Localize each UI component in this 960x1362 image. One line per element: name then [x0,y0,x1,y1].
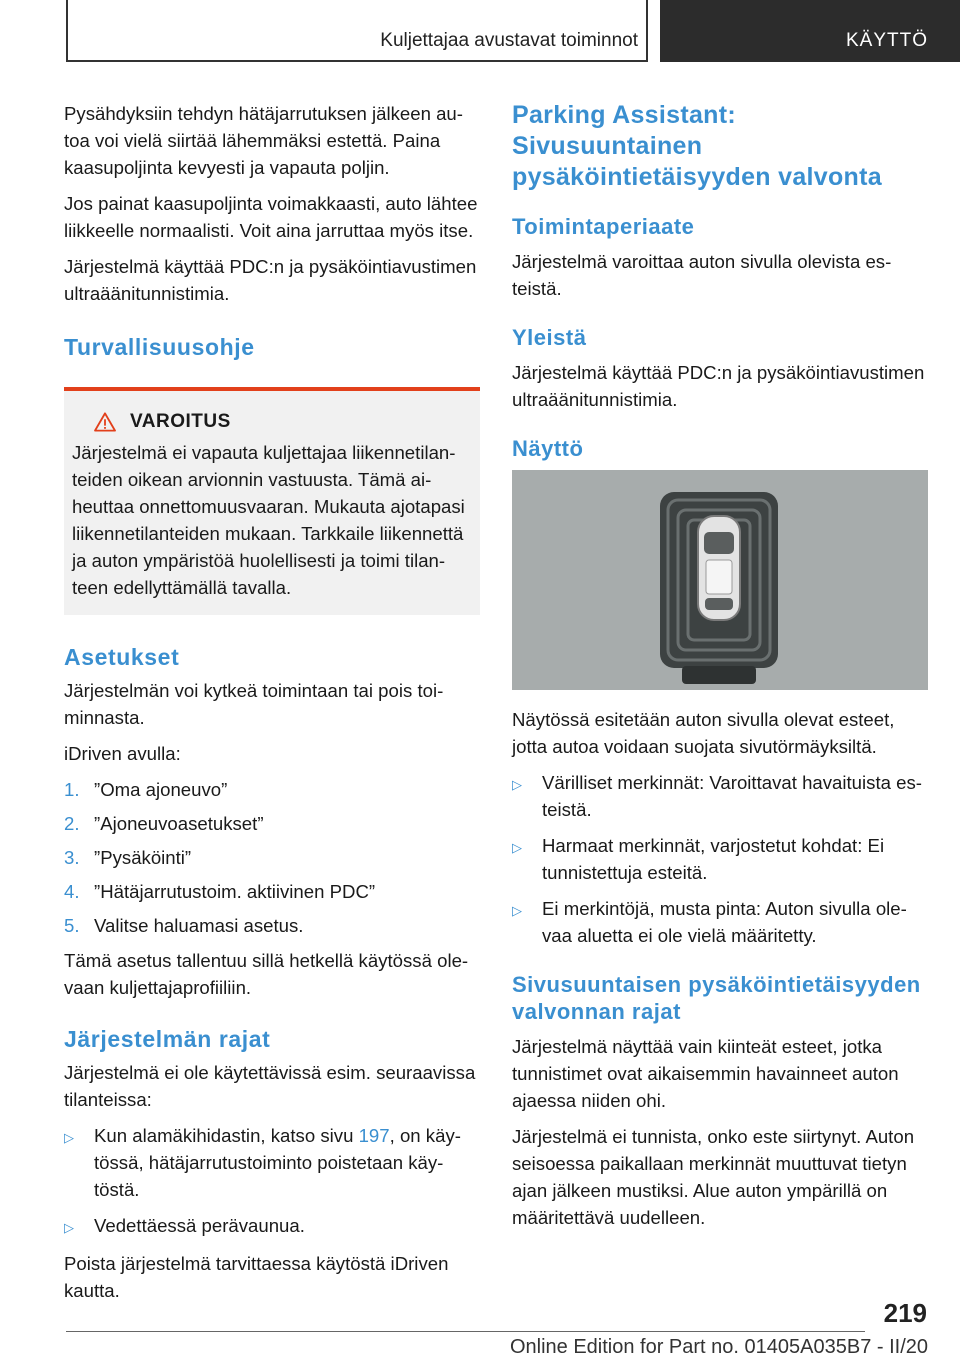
display-list [512,769,928,949]
general-heading: Yleistä [512,325,587,350]
list-item: ▷ Harmaat merkinnät, varjostetut kohdat: Ei tunnistettuja esteitä. [512,832,928,886]
warning-title: VAROITUS [130,411,231,432]
intro-paragraph-3: Järjestelmä käyttää PDC:n ja pysäköintiavustimen ultraäänitunnistimia. [64,256,477,304]
settings-text: Järjestelmän voi kytkeä toimintaan tai pois toiminnasta. [64,680,444,728]
side-limits-text-1: Järjestelmä näyttää vain kiinteät esteet, jotka tunnistimet ovat aikaisemmin havainneet auton ajaessa niiden ohi. [512,1036,899,1111]
list-item: ▷ Kun alamäkihidastin, katso sivu 197, on käytössä, hätäjarrutustoiminto poistetaan käytöstä. [64,1122,480,1203]
disable-text: Poista järjestelmä tarvittaessa käytöstä iDriven kautta. [64,1253,449,1301]
list-item [64,810,480,837]
principle-text: Järjestelmä varoittaa auton sivulla olevista esteistä. [512,251,892,299]
step-number: 2. [64,813,80,834]
step-text: ”Pysäköinti” [94,847,192,868]
list-item: ▷ Vedettäessä perävaunua. [64,1212,480,1241]
step-text: ”Oma ajoneuvo” [94,779,228,800]
display-heading: Näyttö [512,436,584,461]
triangle-bullet-icon: ▷ [64,1220,74,1235]
page-link[interactable]: 197 [358,1125,390,1146]
intro-paragraph-1: Pysähdyksiin tehdyn hätäjarrutuksen jälkeen autoa voi vielä siirtää lähemmäksi estettä. Paina kaasupoljinta kevyesti ja vapauta poljin. [64,103,463,178]
limits-text: Järjestelmä ei ole käytettävissä esim. seuraavissa tilanteissa: [64,1062,476,1110]
warning-text: Järjestelmä ei vapauta kuljettajaa liikennetilanteiden oikean arvionnin vastuusta. Tämä aiheuttaa onnettomuusvaaran. Mukauta ajotapasi liikennetilanteiden mukaan. Tarkkaile liikennettä ja auton ympäristöä huolellisesti ja toimi tilanteen edellyttämällä tavalla. [72,442,465,598]
settings-heading: Asetukset [64,644,180,670]
list-item [64,844,480,871]
step-text: Valitse haluamasi asetus. [94,915,304,936]
triangle-bullet-icon: ▷ [64,1130,74,1145]
triangle-bullet-icon: ▷ [512,903,522,918]
settings-steps [64,776,480,939]
limits-list [64,1122,480,1241]
step-number: 3. [64,847,80,868]
right-column [512,100,928,1240]
step-number: 4. [64,881,80,902]
list-item [64,878,480,905]
side-limits-text-2: Järjestelmä ei tunnista, onko este siirtynyt. Auton seisoessa paikallaan merkinnät muuttuvat tietyn ajan jälkeen mustiksi. Alue auton ympärillä on määritettävä uudelleen. [512,1126,915,1228]
general-text: Järjestelmä käyttää PDC:n ja pysäköintiavustimen ultraäänitunnistimia. [512,362,925,410]
limits-heading: Järjestelmän rajat [64,1026,271,1052]
side-limits-heading: Sivusuuntaisen pysäköintietäisyyden valvonnan rajat [512,972,921,1024]
header-section-title: Kuljettajaa avustavat toiminnot [380,30,638,51]
list-item: ▷ Värilliset merkinnät: Varoittavat havaituista esteistä. [512,769,928,823]
footer-edition: Online Edition for Part no. 01405A035B7 - II/20 [509,1336,928,1358]
header-tab [660,0,960,62]
header-tab-label: KÄYTTÖ [845,30,928,51]
step-number: 1. [64,779,80,800]
parking-display-image [512,470,928,690]
list-item [64,776,480,803]
warning-triangle-icon [94,412,116,432]
principle-heading: Toimintaperiaate [512,214,695,239]
idrive-text: iDriven avulla: [64,743,181,764]
step-number: 5. [64,915,80,936]
triangle-bullet-icon: ▷ [512,840,522,855]
warning-box [64,387,480,615]
triangle-bullet-icon: ▷ [512,777,522,792]
left-column [64,100,480,1313]
saved-text: Tämä asetus tallentuu sillä hetkellä käytössä olevaan kuljettajaprofiiliin. [64,950,469,998]
display-text: Näytössä esitetään auton sivulla olevat esteet, jotta autoa voidaan suojata sivutörmäyksiltä. [512,709,895,757]
car-overhead-illustration [512,470,928,690]
page-title: Parking Assistant: Sivusuuntainen pysäköintietäisyyden valvonta [512,101,882,191]
car-icon [698,516,740,620]
step-text: ”Ajoneuvoasetukset” [94,813,264,834]
intro-paragraph-2: Jos painat kaasupoljinta voimakkaasti, auto lähtee liikkeelle normaalisti. Voit aina jarruttaa myös itse. [64,193,478,241]
list-item: ▷ Ei merkintöjä, musta pinta: Auton sivulla olevaa aluetta ei ole vielä määritetty. [512,895,928,949]
step-text: ”Hätäjarrutustoim. aktiivinen PDC” [94,881,376,902]
page-number: 219 [883,1298,927,1328]
safety-heading: Turvallisuusohje [64,334,255,360]
list-item [64,912,480,939]
footer-divider [66,1331,865,1332]
